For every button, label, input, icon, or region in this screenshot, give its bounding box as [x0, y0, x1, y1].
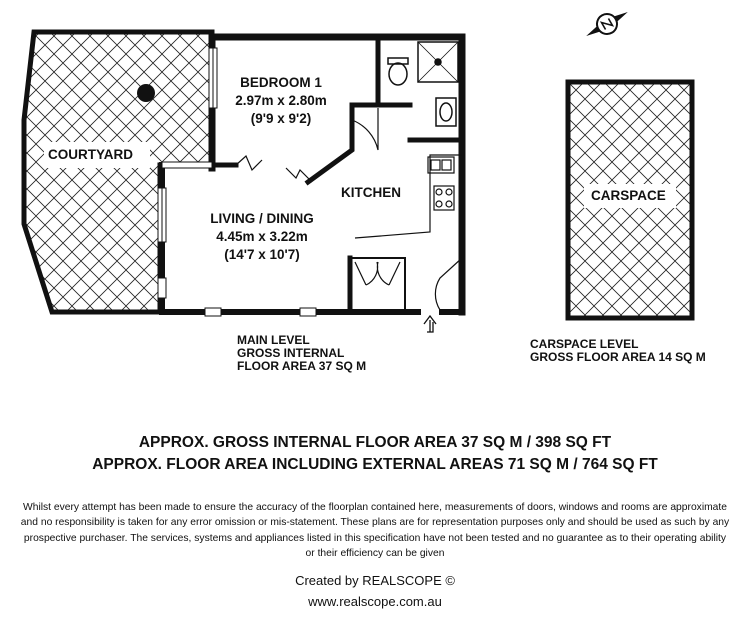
living-imperial: (14'7 x 10'7) — [224, 247, 300, 262]
living-label — [192, 210, 332, 264]
bedroom-imperial: (9'9 x 9'2) — [250, 111, 312, 126]
courtyard-area — [24, 32, 212, 312]
disclaimer-text: Whilst every attempt has been made to ensure the accuracy of the floorplan contained here, measurements of doors, windows and rooms are approximate and no responsibility is taken for any error omission or mis-statement. These plans are for representation purposes only and should be used as such by any prospective purchaser. The services, systems and appliances listed in this specification have not been tested and no guarantee as to their operating ability or their efficiency can be given — [20, 502, 730, 560]
bedroom-metric: 2.97m x 2.80m — [235, 93, 327, 108]
carspace-level-line2: GROSS FLOOR AREA 14 SQ M — [530, 350, 706, 364]
courtyard-label: COURTYARD — [48, 147, 134, 162]
living-metric: 4.45m x 3.22m — [216, 229, 308, 244]
main-level-line2: GROSS INTERNAL — [237, 346, 345, 360]
main-level-caption — [237, 334, 366, 373]
living-name: LIVING / DINING — [210, 211, 314, 226]
kitchen-label: KITCHEN — [341, 185, 401, 200]
drain-icon — [137, 84, 155, 102]
website-link[interactable]: www.realscope.com.au — [308, 594, 442, 609]
bathroom-fixtures — [388, 42, 458, 126]
carspace-label: CARSPACE — [591, 188, 666, 203]
sink-icon — [428, 157, 454, 173]
main-level-line3: FLOOR AREA 37 SQ M — [237, 359, 367, 373]
entry-arrow-icon — [424, 316, 436, 332]
carspace-level-line1: CARSPACE LEVEL — [530, 337, 639, 351]
toilet-icon — [389, 63, 407, 85]
basin-icon — [436, 98, 456, 126]
north-compass-icon — [581, 3, 633, 44]
summary-internal-area: APPROX. GROSS INTERNAL FLOOR AREA 37 SQ M / 398 SQ FT — [138, 434, 612, 451]
main-level-line1: MAIN LEVEL — [237, 333, 310, 347]
bedroom-label — [222, 74, 340, 128]
bedroom-name: BEDROOM 1 — [240, 75, 322, 90]
summary-external-area: APPROX. FLOOR AREA INCLUDING EXTERNAL AREAS 71 SQ M / 764 SQ FT — [92, 456, 658, 473]
carspace-level-caption — [530, 338, 706, 364]
created-by-credit: Created by REALSCOPE © — [295, 573, 455, 588]
